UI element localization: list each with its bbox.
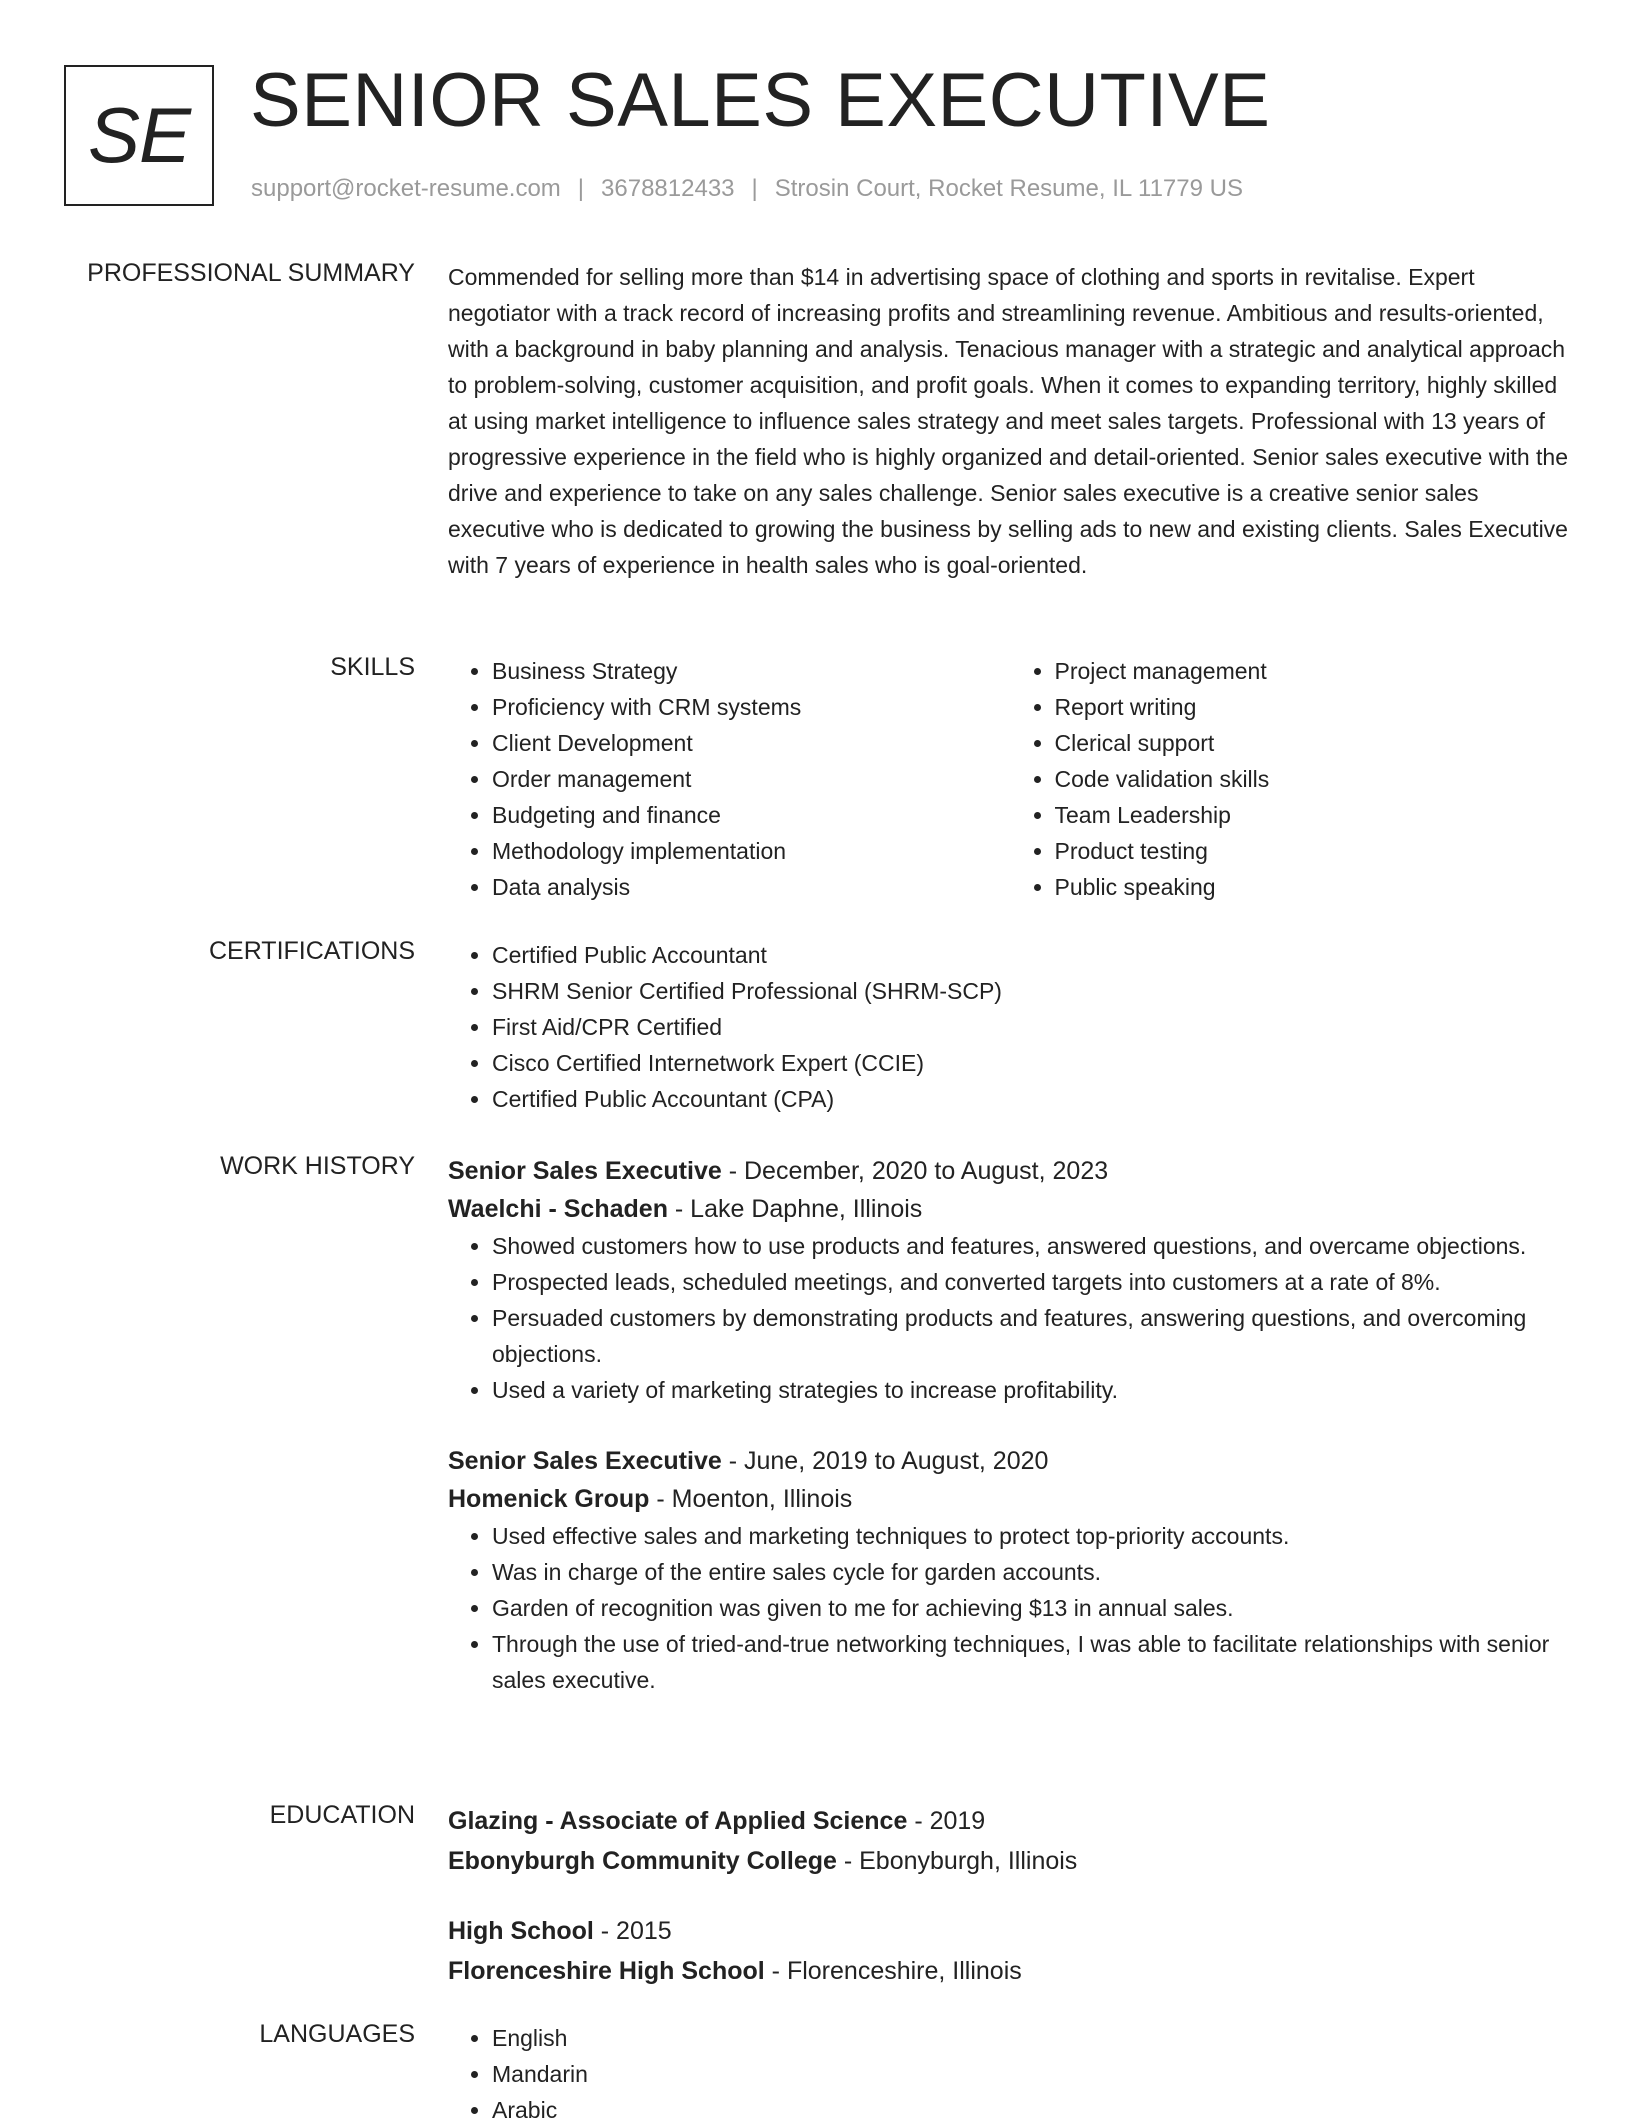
- list-item: • Proficiency with CRM systems: [492, 689, 1011, 725]
- job-location: - Moenton, Illinois: [649, 1485, 853, 1513]
- list-item: • Persuaded customers by demonstrating products and features, answering questions, and overcoming objections.: [492, 1300, 1573, 1372]
- education-year: - 2015: [593, 1917, 672, 1945]
- list-item: • Data analysis: [492, 869, 1011, 905]
- contact-line: [251, 175, 1243, 203]
- resume-header: [64, 58, 1584, 215]
- section-title: LANGUAGES: [259, 2020, 415, 2048]
- list-item: • Used a variety of marketing strategies to increase profitability.: [492, 1372, 1573, 1408]
- list-item: • Mandarin: [492, 2056, 1573, 2092]
- contact-separator: |: [577, 175, 585, 202]
- education-location: - Florenceshire, Illinois: [764, 1957, 1022, 1985]
- job-company: Waelchi - Schaden: [448, 1195, 668, 1223]
- list-item: • Showed customers how to use products and features, answered questions, and overcame objections.: [492, 1228, 1573, 1264]
- job-location: - Lake Daphne, Illinois: [667, 1195, 923, 1223]
- list-item: • Was in charge of the entire sales cycle for garden accounts.: [492, 1554, 1573, 1590]
- list-item: • First Aid/CPR Certified: [492, 1009, 1573, 1045]
- list-item: • Public speaking: [1055, 869, 1574, 905]
- list-item: • English: [492, 2020, 1573, 2056]
- education-degree: High School: [448, 1917, 594, 1945]
- education-entry: [448, 1911, 1573, 1991]
- list-item: • Code validation skills: [1055, 761, 1574, 797]
- list-item: • Used effective sales and marketing techniques to protect top-priority accounts.: [492, 1518, 1573, 1554]
- job-entry: [448, 1442, 1573, 1698]
- education-entry: [448, 1801, 1573, 1881]
- job-dates: - June, 2019 to August, 2020: [721, 1447, 1049, 1475]
- job-role: Senior Sales Executive: [448, 1157, 722, 1185]
- list-item: • Product testing: [1055, 833, 1574, 869]
- contact-address: Strosin Court, Rocket Resume, IL 11779 US: [774, 175, 1243, 202]
- section-title: EDUCATION: [269, 1801, 415, 1829]
- skills-list-left: [448, 653, 1011, 905]
- education-location: - Ebonyburgh, Illinois: [836, 1847, 1078, 1875]
- education-school: Florenceshire High School: [448, 1957, 765, 1985]
- contact-phone[interactable]: 3678812433: [601, 175, 735, 202]
- section-title: CERTIFICATIONS: [208, 937, 415, 965]
- list-item: • Garden of recognition was given to me for achieving $13 in annual sales.: [492, 1590, 1573, 1626]
- contact-separator: |: [751, 175, 758, 202]
- list-item: • SHRM Senior Certified Professional (SHRM-SCP): [492, 973, 1573, 1009]
- list-item: • Business Strategy: [492, 653, 1011, 689]
- resume-name: SENIOR SALES EXECUTIVE: [250, 58, 1271, 143]
- job-dates: - December, 2020 to August, 2023: [721, 1157, 1109, 1185]
- job-entry: [448, 1152, 1573, 1408]
- list-item: • Cisco Certified Internetwork Expert (CCIE): [492, 1045, 1573, 1081]
- summary-text: Commended for selling more than $14 in advertising space of clothing and sports in revitalise. Expert negotiator with a track record of increasing profits and streamlining revenue. Ambitious and results-oriented, with a background in baby planning and analysis. Tenacious manager with a strategic and analytical approach to problem-solving, customer acquisition, and profit goals. When it comes to expanding territory, highly skilled at using market intelligence to influence sales strategy and meet sales targets. Professional with 13 years of progressive experience in the field who is highly organized and detail-oriented. Senior sales executive with the drive and experience to take on any sales challenge. Senior sales executive is a creative senior sales executive who is dedicated to growing the business by selling ads to new and existing clients. Sales Executive with 7 years of experience in health sales who is goal-oriented.: [448, 264, 1568, 578]
- section-title: SKILLS: [330, 653, 415, 681]
- contact-email[interactable]: support@rocket-resume.com: [251, 175, 561, 202]
- list-item: • Through the use of tried-and-true networking techniques, I was able to facilitate relationships with senior sales executive.: [492, 1626, 1573, 1698]
- list-item: • Methodology implementation: [492, 833, 1011, 869]
- education-year: - 2019: [907, 1807, 986, 1835]
- list-item: • Client Development: [492, 725, 1011, 761]
- skills-list-right: [1011, 653, 1574, 905]
- list-item: • Certified Public Accountant (CPA): [492, 1081, 1573, 1117]
- list-item: • Clerical support: [1055, 725, 1574, 761]
- monogram-logo: SE: [64, 65, 214, 206]
- job-bullets: [448, 1228, 1573, 1408]
- certifications-list: [448, 937, 1573, 1117]
- job-role: Senior Sales Executive: [448, 1447, 722, 1475]
- list-item: • Prospected leads, scheduled meetings, and converted targets into customers at a rate of 8%.: [492, 1264, 1573, 1300]
- list-item: • Report writing: [1055, 689, 1574, 725]
- section-title: PROFESSIONAL SUMMARY: [87, 259, 415, 287]
- list-item: • Certified Public Accountant: [492, 937, 1573, 973]
- job-company: Homenick Group: [448, 1485, 650, 1513]
- list-item: • Budgeting and finance: [492, 797, 1011, 833]
- section-title: WORK HISTORY: [220, 1152, 415, 1180]
- list-item: • Project management: [1055, 653, 1574, 689]
- list-item: • Team Leadership: [1055, 797, 1574, 833]
- job-bullets: [448, 1518, 1573, 1698]
- list-item: • Arabic: [492, 2092, 1573, 2128]
- education-school: Ebonyburgh Community College: [448, 1847, 837, 1875]
- education-degree: Glazing - Associate of Applied Science: [448, 1807, 908, 1835]
- list-item: • Order management: [492, 761, 1011, 797]
